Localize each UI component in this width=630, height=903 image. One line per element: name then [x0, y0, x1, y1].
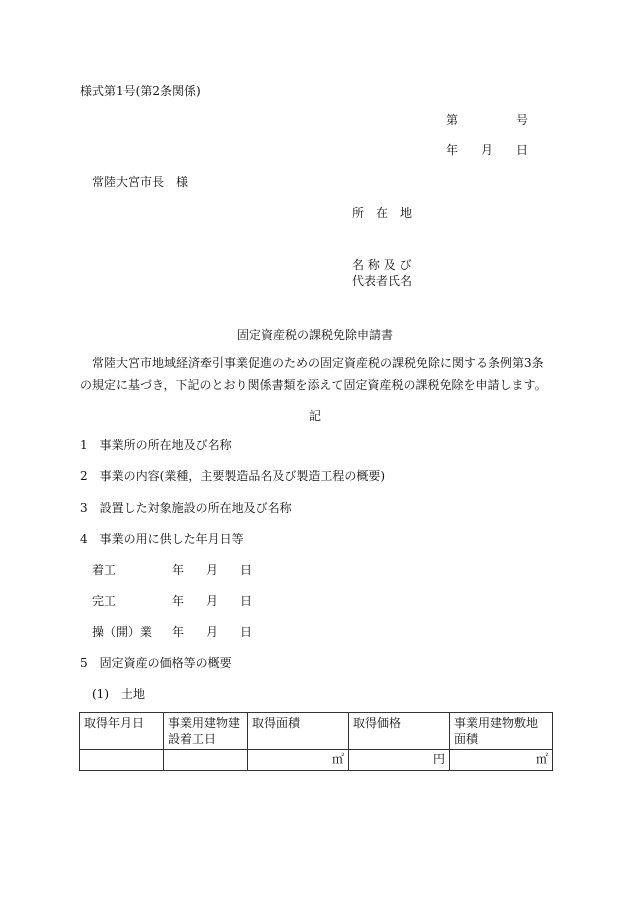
unit-square-meter: ㎡ — [535, 752, 548, 766]
sub-item-land: (1) 土地 — [92, 687, 145, 701]
name-label-line2: 代表者氏名 — [352, 274, 413, 288]
unit-square-meter: ㎡ — [331, 752, 344, 766]
date-month: 月 — [205, 563, 218, 577]
document-title: 固定資産税の課税免除申請書 — [236, 328, 393, 342]
land-table — [79, 712, 553, 771]
item-5: 5 固定資産の価格等の概要 — [80, 656, 232, 670]
date-year: 年 — [446, 143, 459, 157]
document-number-prefix: 第 — [446, 113, 459, 127]
name-label-line1: 名 称 及 び — [352, 258, 412, 272]
header-acquisition-date: 取得年月日 — [80, 713, 164, 750]
header-construction-start-date: 事業用建物建設着工日 — [164, 713, 248, 750]
unit-yen: 円 — [432, 752, 445, 766]
addressee: 常陸大宮市長 様 — [92, 175, 189, 189]
cell-acquisition-date[interactable] — [80, 750, 164, 771]
date-row-completion-label: 完工 — [92, 594, 117, 608]
date-year: 年 — [172, 625, 185, 639]
date-row-completion — [172, 594, 252, 609]
form-number: 様式第1号(第2条関係) — [80, 84, 201, 98]
date-year: 年 — [172, 563, 185, 577]
date-month: 月 — [480, 143, 493, 157]
date-month: 月 — [205, 594, 218, 608]
cell-construction-start-date[interactable] — [164, 750, 248, 771]
item-1: 1 事業所の所在地及び名称 — [80, 438, 232, 452]
cell-acquired-area[interactable] — [248, 750, 349, 771]
document-number-line — [446, 113, 528, 128]
cell-site-area[interactable] — [450, 750, 553, 771]
date-line — [446, 143, 528, 158]
body-text: 常陸大宮市地域経済牽引事業促進のための固定資産税の課税免除に関する条例第3条の規定に基づき，下記のとおり関係書類を添えて固定資産税の課税免除を申請します。 — [80, 356, 547, 392]
date-day: 日 — [239, 594, 252, 608]
header-acquired-area: 取得面積 — [248, 713, 349, 750]
address-label: 所 在 地 — [352, 206, 413, 220]
land-table-row — [80, 750, 553, 771]
date-year: 年 — [172, 594, 185, 608]
date-row-construction-start-label: 着工 — [92, 563, 117, 577]
date-row-construction-start — [172, 563, 252, 578]
date-month: 月 — [205, 625, 218, 639]
item-2: 2 事業の内容(業種，主要製造品名及び製造工程の概要) — [80, 469, 386, 483]
date-row-operation-label: 操（開）業 — [92, 625, 153, 639]
header-site-area: 事業用建物敷地面積 — [450, 713, 553, 750]
header-acquisition-price: 取得価格 — [349, 713, 450, 750]
ki-heading: 記 — [308, 409, 321, 423]
cell-acquisition-price[interactable] — [349, 750, 450, 771]
date-day: 日 — [515, 143, 528, 157]
item-4: 4 事業の用に供した年月日等 — [80, 532, 244, 546]
date-day: 日 — [239, 625, 252, 639]
document-number-suffix: 号 — [515, 113, 528, 127]
date-row-operation — [172, 625, 252, 640]
date-day: 日 — [239, 563, 252, 577]
land-table-header-row — [80, 713, 553, 750]
item-3: 3 設置した対象施設の所在地及び名称 — [80, 501, 292, 515]
